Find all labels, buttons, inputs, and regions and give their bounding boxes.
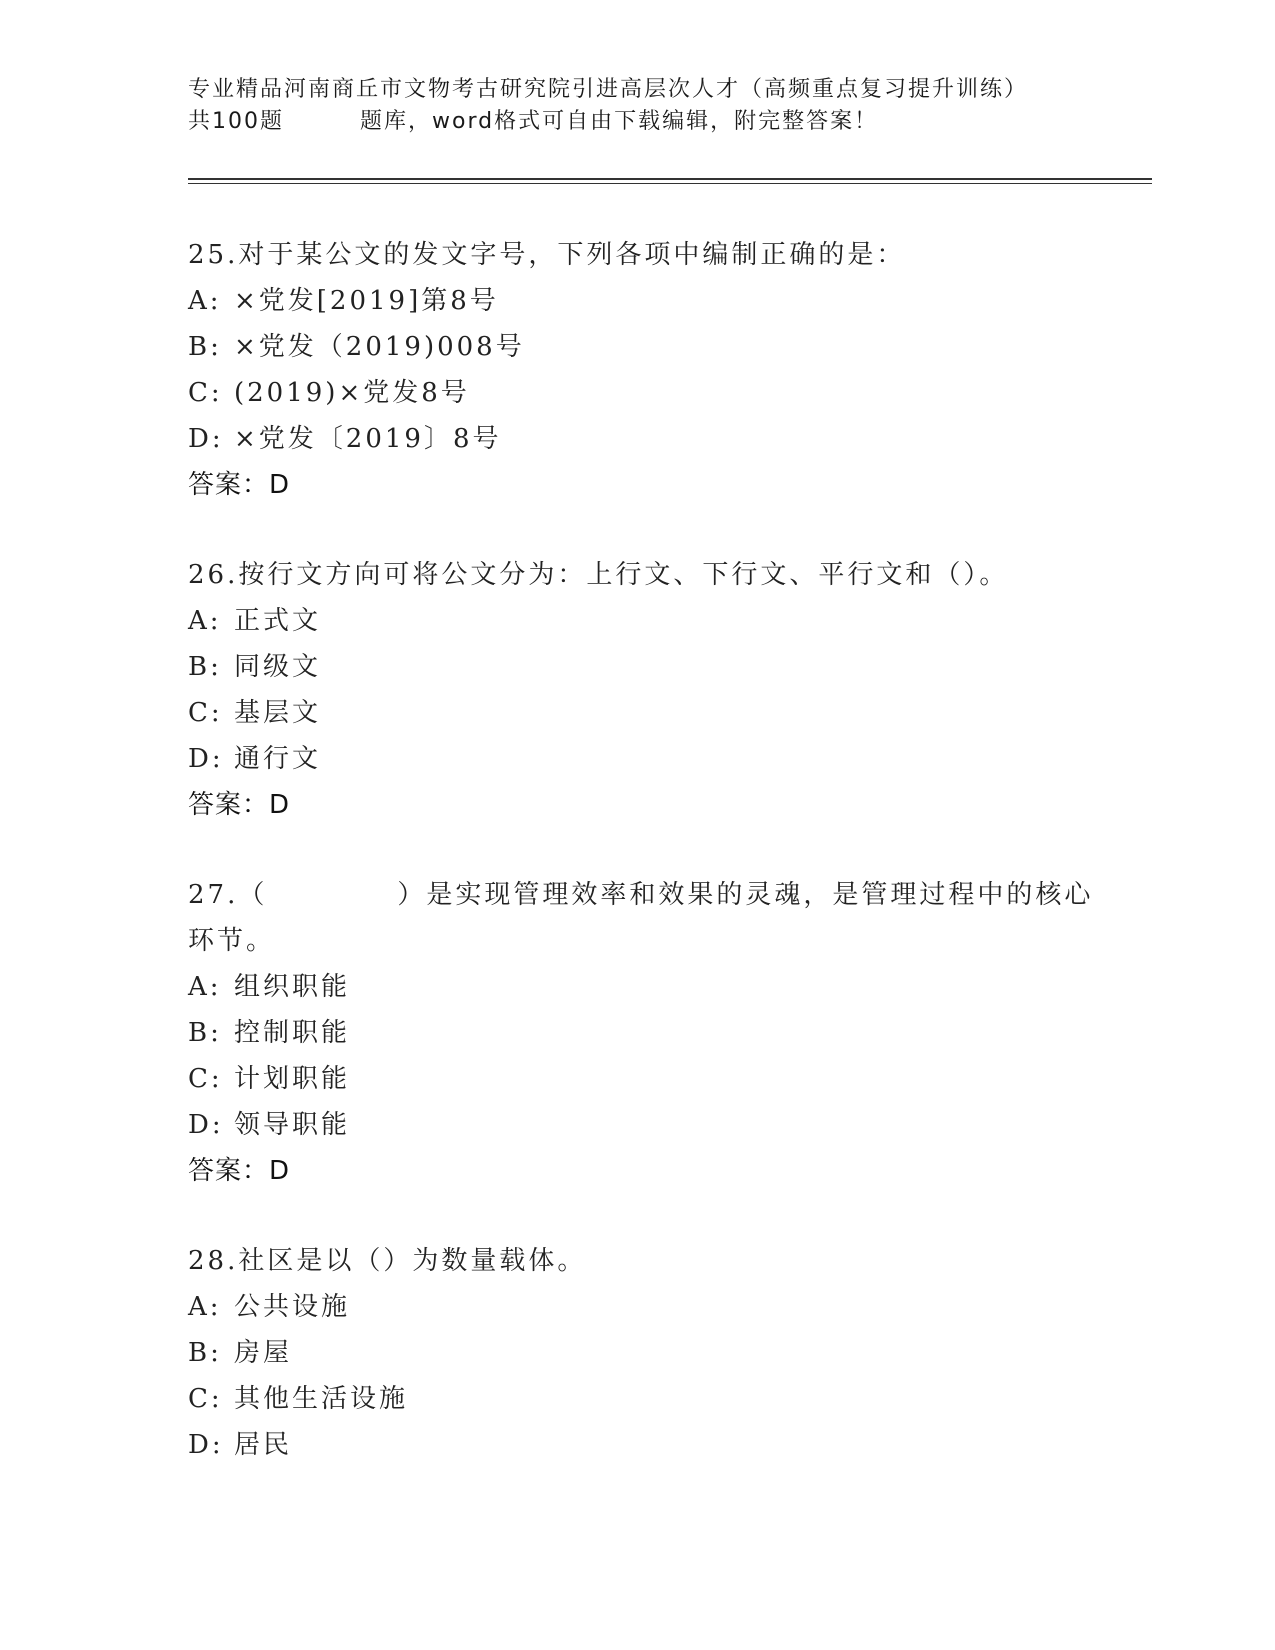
- option-key: D:: [188, 744, 224, 774]
- header-title-line: 专业精品河南商丘市文物考古研究院引进高层次人才（高频重点复习提升训练）: [188, 77, 1029, 102]
- option-text: 正式文: [234, 606, 322, 636]
- option-text: 组织职能: [234, 972, 351, 1002]
- option-b: [188, 1330, 1088, 1376]
- question-27: [188, 872, 1094, 1194]
- option-key: A:: [188, 606, 222, 636]
- option-key: A:: [188, 972, 222, 1002]
- header-divider-thin: [188, 183, 1152, 184]
- option-text: 同级文: [234, 652, 322, 682]
- option-b: [188, 324, 1088, 370]
- option-d: [188, 736, 1088, 782]
- header-description: 题库，word格式可自由下载编辑，附完整答案！: [360, 109, 879, 134]
- question-stem-start: 27.（: [188, 880, 268, 910]
- option-key: B:: [188, 1338, 222, 1368]
- option-d: [188, 416, 1088, 462]
- option-text: ×党发[2019]第8号: [234, 286, 499, 316]
- question-spacer: [188, 508, 1088, 552]
- option-text: 公共设施: [234, 1292, 351, 1322]
- option-a: [188, 598, 1088, 644]
- option-text: 居民: [234, 1430, 293, 1460]
- question-26: [188, 552, 1088, 828]
- option-c: [188, 370, 1088, 416]
- option-d: [188, 1422, 1088, 1468]
- option-b: [188, 1010, 1088, 1056]
- option-key: D:: [188, 1110, 224, 1140]
- answer-line: 答案：D: [188, 470, 291, 500]
- answer-line: 答案：D: [188, 790, 291, 820]
- option-text: 通行文: [234, 744, 322, 774]
- question-stem: 26.按行文方向可将公文分为：上行文、下行文、平行文和（）。: [188, 560, 1009, 590]
- option-text: 房屋: [234, 1338, 293, 1368]
- option-text: 基层文: [234, 698, 322, 728]
- question-stem: 28.社区是以（）为数量载体。: [188, 1246, 587, 1276]
- question-stem-end: ）是实现管理效率和效果的灵魂，是管理过程中的核心: [397, 880, 1094, 910]
- option-key: C:: [188, 1064, 223, 1094]
- option-text: ×党发〔2019〕8号: [234, 424, 502, 454]
- option-text: 控制职能: [234, 1018, 351, 1048]
- option-a: [188, 1284, 1088, 1330]
- question-28: [188, 1238, 1088, 1468]
- option-c: [188, 1056, 1088, 1102]
- option-c: [188, 690, 1088, 736]
- option-text: 计划职能: [234, 1064, 351, 1094]
- option-text: ×党发（2019)008号: [234, 332, 525, 362]
- question-stem: 25.对于某公文的发文字号，下列各项中编制正确的是：: [188, 240, 906, 270]
- option-key: B:: [188, 332, 222, 362]
- option-key: B:: [188, 1018, 222, 1048]
- option-key: C:: [188, 1384, 223, 1414]
- option-b: [188, 644, 1088, 690]
- question-stem-continued: 环节。: [188, 926, 276, 956]
- question-stem: [188, 872, 1094, 918]
- option-key: A:: [188, 286, 222, 316]
- question-spacer: [188, 1194, 1088, 1238]
- option-c: [188, 1376, 1088, 1422]
- option-key: D:: [188, 1430, 224, 1460]
- option-d: [188, 1102, 1088, 1148]
- question-spacer: [188, 828, 1088, 872]
- option-a: [188, 964, 1088, 1010]
- option-key: C:: [188, 378, 223, 408]
- header-question-count: 共100题: [188, 109, 284, 134]
- document-header: [188, 74, 1148, 138]
- option-text: 领导职能: [234, 1110, 351, 1140]
- option-a: [188, 278, 1088, 324]
- option-text: (2019)×党发8号: [234, 378, 470, 408]
- option-key: B:: [188, 652, 222, 682]
- header-divider-thick: [188, 178, 1152, 180]
- question-25: [188, 232, 1088, 508]
- option-key: D:: [188, 424, 224, 454]
- option-text: 其他生活设施: [234, 1384, 409, 1414]
- answer-line: 答案：D: [188, 1156, 291, 1186]
- header-gap: [284, 106, 360, 138]
- question-list: [188, 232, 1094, 1468]
- header-subtitle-line: [188, 106, 1148, 138]
- option-key: C:: [188, 698, 223, 728]
- option-key: A:: [188, 1292, 222, 1322]
